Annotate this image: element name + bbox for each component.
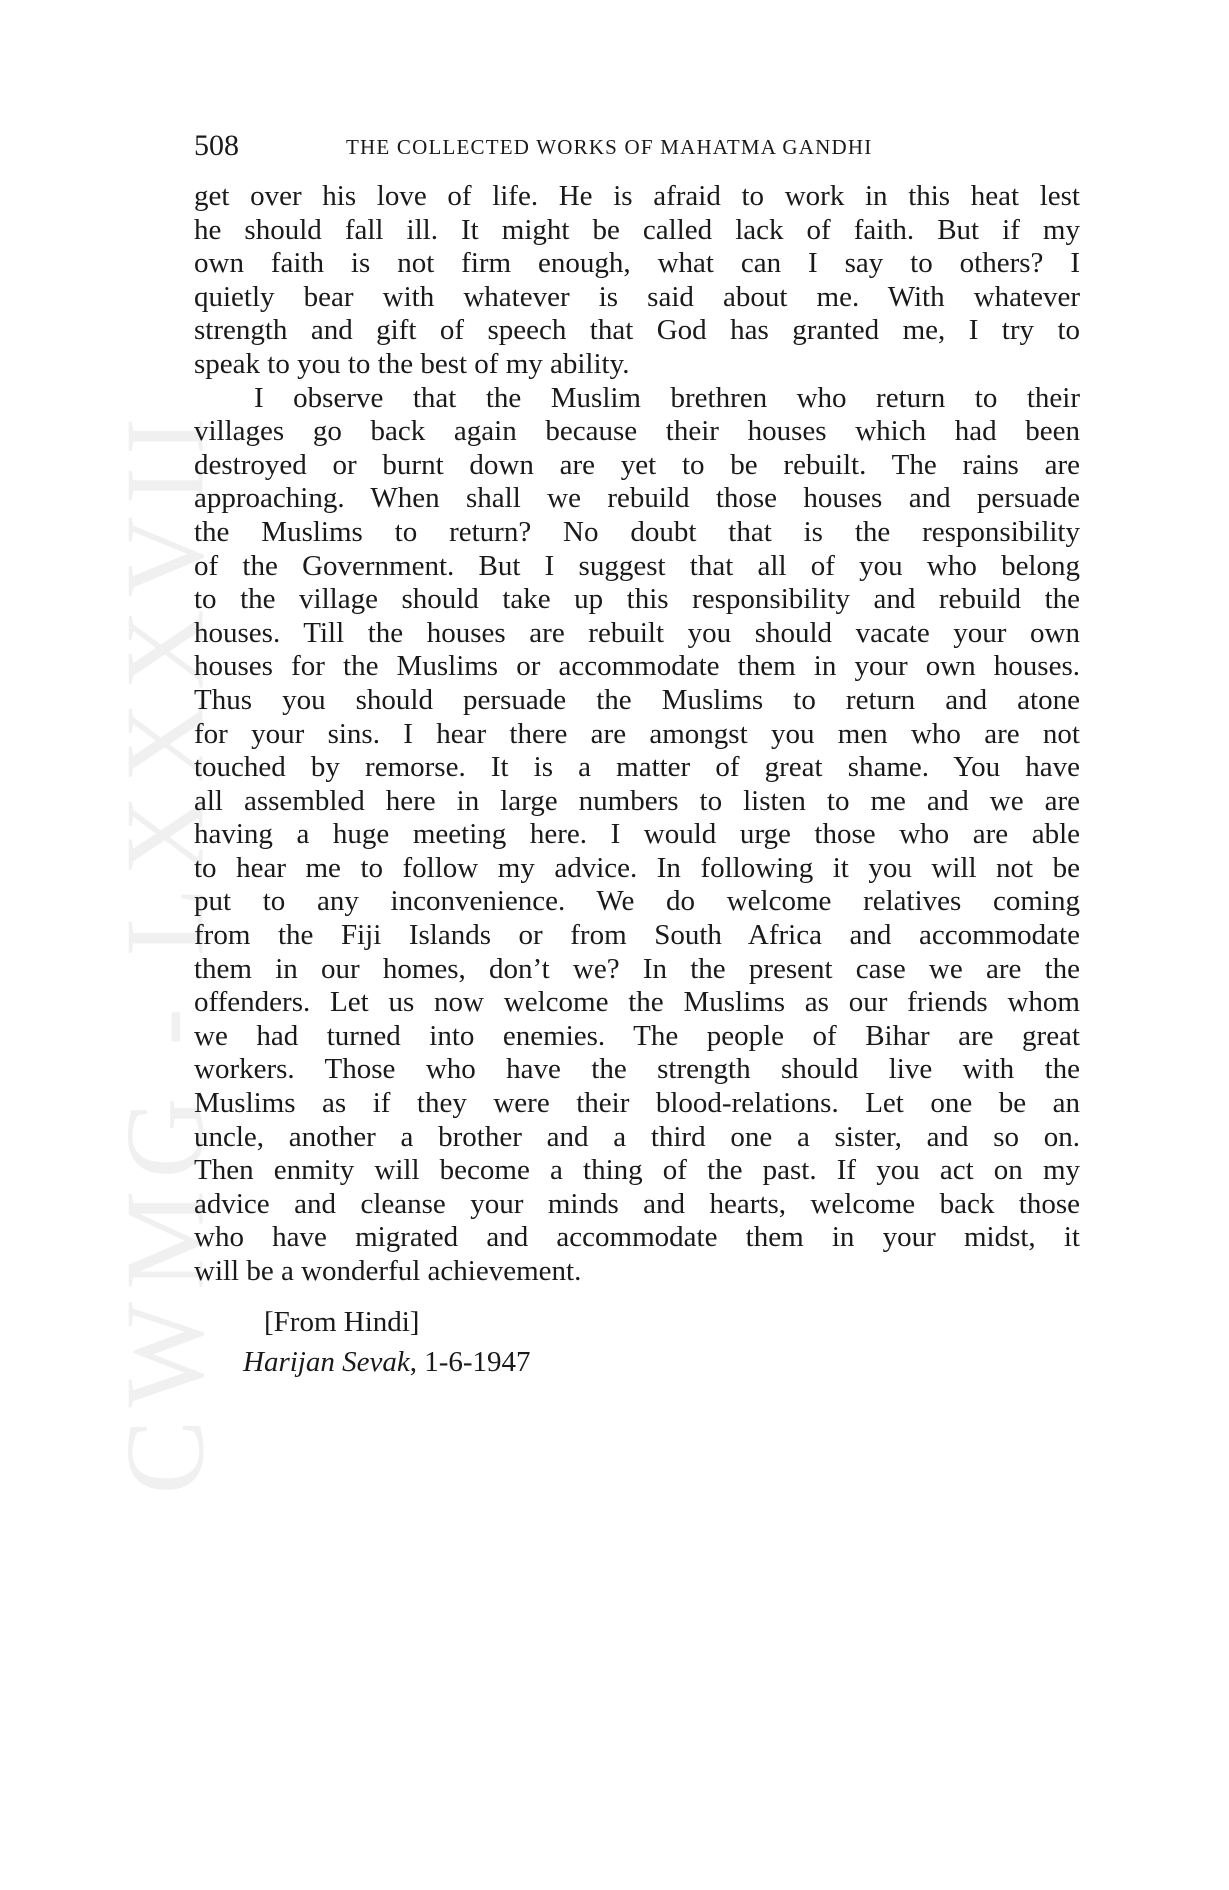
text-line: of the Government. But I suggest that all of you who belong <box>194 549 1080 582</box>
text-line: who have migrated and accommodate them in your midst, it <box>194 1221 1080 1254</box>
text-line: to the village should take up this responsibility and rebuild the <box>194 583 1080 616</box>
text-line: we had turned into enemies. The people of Bihar are great <box>194 1019 1080 1052</box>
text-line: all assembled here in large numbers to listen to me and we are <box>194 784 1080 817</box>
text-line: Then enmity will become a thing of the past. If you act on my <box>194 1154 1080 1187</box>
text-line: will be a wonderful achievement. <box>194 1255 582 1287</box>
text-line: villages go back again because their houses which had been <box>194 415 1080 448</box>
citation-separator: , <box>409 1346 425 1378</box>
text-line: own faith is not firm enough, what can I say to others? I <box>194 247 1080 280</box>
text-line: from the Fiji Islands or from South Africa and accommodate <box>194 919 1080 952</box>
text-line: workers. Those who have the strength should live with the <box>194 1053 1080 1086</box>
text-line: put to any inconvenience. We do welcome relatives coming <box>194 885 1080 918</box>
paragraph <box>194 382 1080 1289</box>
text-line: the Muslims to return? No doubt that is the responsibility <box>194 515 1080 548</box>
text-line: houses. Till the houses are rebuilt you should vacate your own <box>194 616 1080 649</box>
citation-date: 1-6-1947 <box>424 1346 531 1378</box>
text-line: Thus you should persuade the Muslims to return and atone <box>194 683 1080 716</box>
source-note: [From Hindi] <box>264 1306 420 1338</box>
text-line: them in our homes, don’t we? In the present case we are the <box>194 952 1080 985</box>
text-line: get over his love of life. He is afraid to work in this heat lest <box>194 180 1080 212</box>
text-line: approaching. When shall we rebuild those houses and persuade <box>194 482 1080 515</box>
watermark-text: CWMG - LXXXVII <box>103 405 227 1495</box>
running-head: THE COLLECTED WORKS OF MAHATMA GANDHI <box>346 135 873 159</box>
text-line: speak to you to the best of my ability. <box>194 347 630 380</box>
citation-publication: Harijan Sevak <box>243 1346 410 1378</box>
text-line: houses for the Muslims or accommodate them in your own houses. <box>194 650 1080 683</box>
text-line: advice and cleanse your minds and hearts, welcome back those <box>194 1187 1080 1220</box>
text-line: to hear me to follow my advice. In following it you will not be <box>194 851 1080 884</box>
text-line: destroyed or burnt down are yet to be rebuilt. The rains are <box>194 448 1080 481</box>
paragraph-continued <box>194 180 1080 382</box>
text-line: uncle, another a brother and a third one a sister, and so on. <box>194 1120 1080 1153</box>
text-line: he should fall ill. It might be called lack of faith. But if my <box>194 213 1080 246</box>
text-line: Muslims as if they were their blood-relations. Let one be an <box>194 1087 1080 1120</box>
body-text <box>194 180 1080 1289</box>
text-line: I observe that the Muslim brethren who return to their <box>254 381 1080 414</box>
page-header <box>194 126 1080 166</box>
text-line: having a huge meeting here. I would urge those who are able <box>194 818 1080 851</box>
text-line: strength and gift of speech that God has granted me, I try to <box>194 314 1080 347</box>
text-line: offenders. Let us now welcome the Muslims as our friends whom <box>194 986 1080 1019</box>
text-line: quietly bear with whatever is said about me. With whatever <box>194 280 1080 313</box>
text-line: touched by remorse. It is a matter of great shame. You have <box>194 751 1080 784</box>
text-line: for your sins. I hear there are amongst you men who are not <box>194 717 1080 750</box>
citation <box>243 1342 531 1382</box>
page-number: 508 <box>194 129 239 162</box>
